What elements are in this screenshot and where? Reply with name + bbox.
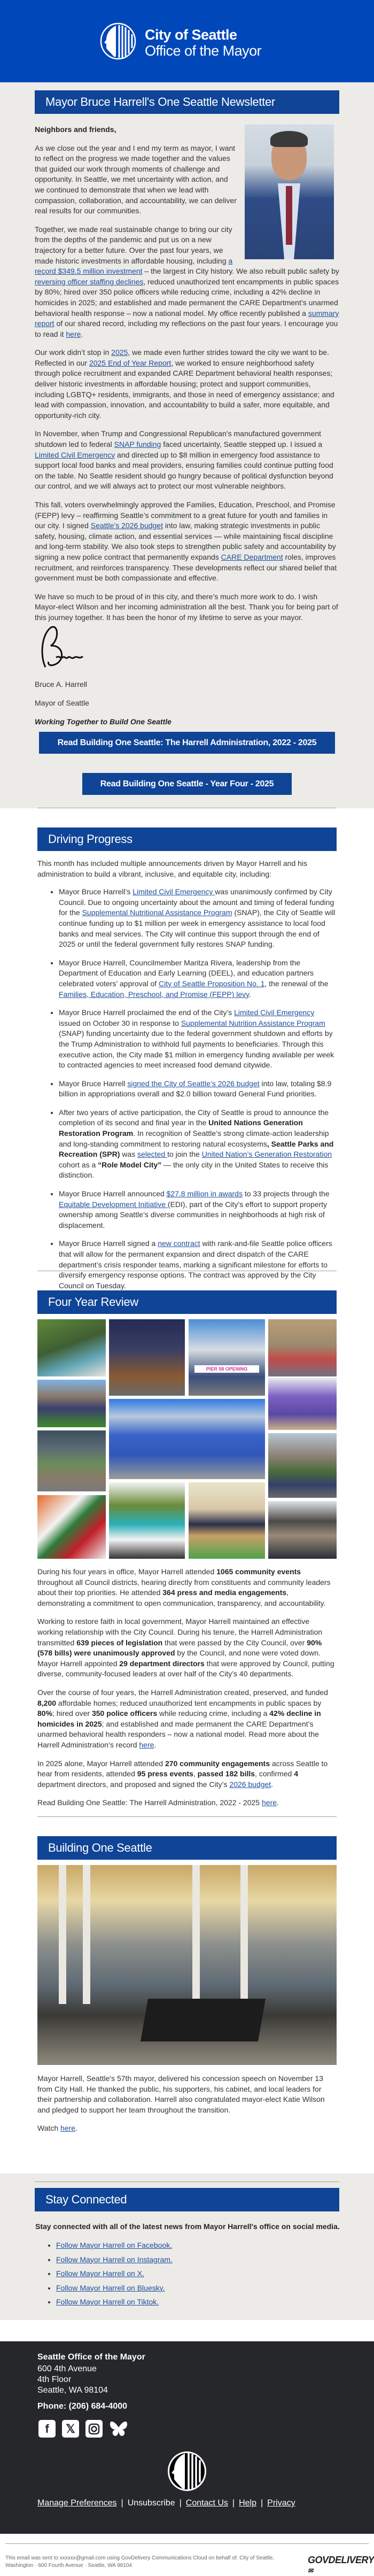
inline-link[interactable]: , the renewal of the [264, 979, 329, 988]
collage-photo [268, 1433, 337, 1498]
inline-link[interactable]: into law, making strategic investments in public safety, housing, climate action, and essential services — while maintaining fiscal discipline and long-term stability. We also took steps to strengthen public safety and accountability by signing a new police contract that permanently expands [35, 521, 336, 561]
bold-text: 350 police officers [91, 1709, 158, 1718]
footer [0, 2341, 374, 2534]
govdelivery-wordmark: GOVDELIVERY [308, 2555, 374, 2565]
building-one-seattle-text [37, 2074, 337, 2142]
inline-link[interactable]: , confirmed [255, 1769, 294, 1778]
inline-link[interactable]: City of Seattle Proposition No. 1 [159, 979, 265, 988]
help-link[interactable]: Help [239, 2498, 256, 2508]
tagline: Working Together to Build One Seattle [35, 717, 172, 726]
list-item [59, 887, 337, 950]
inline-link[interactable]: Mayor Bruce Harrell proclaimed the end of the City’s [59, 1008, 235, 1017]
follow-bluesky-link[interactable]: Follow Mayor Harrell on Bluesky. [56, 2283, 165, 2292]
inline-link[interactable]: new contract [158, 1239, 200, 1248]
stay-connected-heading: Stay Connected [35, 2188, 339, 2211]
bold-text: “Role Model City” [98, 1160, 162, 1169]
inline-link[interactable]: Mayor Bruce Harrell, Councilmember Maritza Rivera, leadership from the Department of Education and Early Learning (DEEL), and education partners celebrated voters’ approval of [59, 958, 314, 988]
building-one-seattle-heading: Building One Seattle [37, 1836, 337, 1860]
letter-greeting: Neighbors and friends, [35, 125, 116, 134]
inline-link[interactable]: . [75, 2124, 77, 2133]
separator: | [232, 2498, 235, 2508]
inline-link[interactable]: with rank-and-file Seattle police officers that will allow for the permanent expansion and direct dispatch of the CARE department’s crisis responder teams, marking a significant milestone for efforts to diversify emergency response options. The contract was approved by the City Council on Tuesday. [59, 1239, 332, 1290]
bluesky-icon[interactable] [109, 2420, 128, 2441]
inline-link[interactable]: SNAP funding [114, 440, 161, 449]
inline-link[interactable]: Mayor Bruce Harrell signed a [59, 1239, 158, 1248]
watch-paragraph [37, 2123, 337, 2134]
collage-photo [268, 1319, 337, 1376]
signer-name: Bruce A. Harrell [35, 680, 88, 689]
envelope-icon: ✉ [308, 2566, 313, 2574]
inline-link[interactable]: department directors, and proposed and signed the City’s [37, 1780, 230, 1789]
inline-link[interactable]: Working to restore faith in local government, Mayor Harrell maintained an effective working relationship with the City Council. During his tenure, the Harrell Administration transmitted [37, 1617, 323, 1647]
inline-link[interactable]: into law, totaling $8.9 billion in appropriations overall and $2.0 billion toward General Fund priorities. [59, 1079, 332, 1099]
driving-progress-section [37, 858, 337, 1299]
inline-link[interactable]: (EDI), part of the City’s effort to support property ownership among Seattle’s diverse communities in neighborhoods at high risk of displacement. [59, 1200, 328, 1229]
inline-link[interactable]: across Seattle to hear from residents, attended [37, 1759, 328, 1778]
bold-text: passed 182 bills [197, 1769, 255, 1778]
collage-photo [189, 1319, 265, 1396]
inline-link[interactable]: 2025 End of Year Report [89, 358, 172, 367]
inline-link[interactable]: reversing officer staffing declines [35, 277, 144, 286]
list-item [59, 958, 337, 1000]
inline-link[interactable]: was [120, 1150, 138, 1159]
letter-paragraph [35, 347, 339, 421]
driving-progress-heading: Driving Progress [37, 827, 337, 851]
inline-link[interactable]: Mayor Bruce Harrell announced [59, 1189, 167, 1198]
inline-link[interactable]: CARE Department [221, 552, 283, 561]
bold-text: 1065 community events [216, 1567, 301, 1576]
inline-link[interactable]: Watch [37, 2124, 61, 2133]
collage-photo [268, 1378, 337, 1430]
footer-address [37, 2364, 108, 2396]
collage-photo [189, 1482, 265, 1559]
list-item [59, 1079, 337, 1100]
inline-link[interactable]: , we worked to ensure neighborhood safety through police recruitment and expanded CARE Department behavioral health responses; deliver historic investments in affordable housing; protect and support communities, including LGBTQ+ residents, immigrants, and those in need of emergency assistance; and lead with compassion, innovation, and accountability to build a safer, more equitable, and opportunity-rich city. [35, 358, 334, 420]
collage-photo [37, 1380, 106, 1427]
inline-link[interactable]: – the largest in City history. We also rebuilt public safety by [142, 267, 339, 276]
inline-link[interactable]: $27.8 million in awards [166, 1189, 243, 1198]
email-disclaimer: This email was sent to xxxxxx@gmail.com using GovDelivery Communications Cloud on behalf of: City of Seattle, Washington · 600 Fourth Avenue · Seattle, WA 98104 [5, 2555, 275, 2569]
inline-link[interactable]: . [277, 1798, 279, 1807]
inline-link[interactable]: Seattle’s 2026 budget [90, 521, 163, 530]
inline-link[interactable]: Limited Civil Emergency [234, 1008, 315, 1017]
inline-link[interactable]: that were approved by Council, putting diverse, community-focused leaders at over half of the City’s 40 departments. [37, 1659, 334, 1678]
bold-text: 4 [294, 1769, 298, 1778]
inline-link[interactable]: affordable homes; reduced unauthorized tent encampments in public spaces by [56, 1698, 322, 1707]
inline-link[interactable]: signed the City of Seattle’s 2026 budget [127, 1079, 260, 1088]
review-paragraph [37, 1567, 337, 1608]
bold-text: 29 department directors [119, 1659, 205, 1668]
address-line: Seattle, WA 98104 [37, 2386, 108, 2395]
inline-link[interactable]: , reduced unauthorized tent encampments in public spaces by 80%; hired over 350 police officers while reducing crime, including a 42% decline in homicides in 2025; and established and made permanent the CARE Department’s unarmed behavioral health response – now a national model. My office recently published a [35, 277, 339, 318]
facebook-icon[interactable]: f [38, 2420, 56, 2438]
list-item [59, 1239, 337, 1291]
inline-link[interactable]: roles, improves recruitment, and reinforces transparency. These developments reflect our shared belief that government must be both compassionate and effective. [35, 552, 337, 583]
inline-link[interactable]: . [249, 989, 251, 999]
follow-x-link[interactable]: Follow Mayor Harrell on X. [56, 2269, 144, 2278]
manage-preferences-link[interactable]: Manage Preferences [37, 2498, 117, 2508]
read-admin-report-button[interactable]: Read Building One Seattle: The Harrell Administration, 2022 - 2025 [39, 732, 335, 754]
city-hall-speech-photo [37, 1865, 337, 2065]
inline-link[interactable]: We have so much to be proud of in this city, and there’s much more work to do. I wish Mayor-elect Wilson and her incoming administration all the best. Thank you for being part of this journey together. It has been the honor of my lifetime to serve as your mayor. [35, 592, 338, 622]
privacy-link[interactable]: Privacy [267, 2498, 295, 2508]
inline-link[interactable]: of our shared record, including my reflections on the past four years. I encourage you to read it [35, 319, 338, 338]
inline-link[interactable]: As we close out the year and I end my term as mayor, I want to reflect on the progress we made together and the values that guided our work through moments of challenge and opportunity. In Seattle, we met uncertainty with action, and we continued to demonstrate that when we lead with compassion, collaboration, and accountability, we can deliver real results for our communities. [35, 143, 237, 215]
address-line: 4th Floor [37, 2375, 72, 2384]
signer-title: Mayor of Seattle [35, 699, 89, 707]
inline-link[interactable]: here [262, 1798, 277, 1807]
four-year-review-text [37, 1567, 337, 1816]
header-banner [0, 0, 374, 82]
bold-text: 80% [37, 1709, 53, 1718]
bold-text: , Seattle Parks and Recreation (SPR) [59, 1139, 334, 1159]
inline-link[interactable]: by the Council, and none were voted down. Mayor Harrell appointed [37, 1649, 321, 1668]
inline-link[interactable]: , [193, 1769, 198, 1778]
inline-link[interactable]: cohort as a [59, 1160, 98, 1169]
inline-link[interactable]: In 2025 alone, Mayor Harrell attended [37, 1759, 165, 1768]
inline-link[interactable]: 2026 budget [229, 1780, 271, 1789]
pier-58-banner-text: PIER 58 OPENING [194, 1365, 259, 1373]
unsubscribe-link[interactable]: Unsubscribe [127, 2498, 175, 2508]
footer-social-icons [38, 2420, 128, 2441]
inline-link[interactable]: that were passed by the City Council, over [162, 1638, 307, 1647]
collage-photo [109, 1399, 265, 1479]
inline-link[interactable]: selected [137, 1150, 168, 1159]
bold-text: 270 community engagements [165, 1759, 270, 1768]
bold-text: 639 pieces of legislation [76, 1638, 163, 1647]
letter-paragraph [35, 592, 339, 623]
announcement-list [59, 887, 337, 1291]
separator: | [260, 2498, 263, 2508]
inline-link[interactable]: Mayor Harrell, Seattle's 57th mayor, delivered his concession speech on November 13 from City Hall. He thanked the public, his supporters, his cabinet, and local leaders for their partnership and collaboration. Harrell also congratulated mayor-elect Katie Wilson and pledged to support her team throughout the transition. [37, 2074, 325, 2114]
collage-photo [109, 1319, 185, 1396]
inline-link[interactable]: Limited Civil Emergency [133, 887, 215, 896]
inline-link[interactable]: here [66, 329, 81, 338]
inline-link[interactable]: was unanimously confirmed by City Council. Due to ongoing uncertainty about the amount and timing of federal funding for the [59, 887, 334, 917]
review-paragraph [37, 1616, 337, 1680]
bold-text: 8,200 [37, 1698, 57, 1707]
inline-link[interactable]: summary report [35, 308, 339, 328]
bold-text: 42% decline in homicides in 2025 [37, 1709, 321, 1728]
mayor-portrait-photo [245, 125, 334, 259]
newsletter-title: Mayor Bruce Harrell's One Seattle Newsletter [35, 90, 339, 114]
follow-instagram-link[interactable]: Follow Mayor Harrell on Instagram. [56, 2255, 173, 2264]
four-year-review-heading: Four Year Review [37, 1290, 337, 1314]
review-paragraph [37, 1688, 337, 1751]
inline-link[interactable]: After two years of active participation, the City of Seattle is proud to announce the completion of its second and final year in the [59, 1108, 329, 1127]
inline-link[interactable]: , we made even further strides toward the city we want to be. Reflected in our [35, 348, 329, 367]
inline-link[interactable]: Supplemental Nutrition Assistance Program [181, 1018, 325, 1027]
inline-link[interactable]: . In recognition of Seattle’s strong climate-action leadership and long-standing commitment to restoring natural ecosystems [59, 1129, 329, 1148]
list-item [59, 1189, 337, 1231]
follow-facebook-link[interactable]: Follow Mayor Harrell on Facebook. [56, 2241, 173, 2249]
inline-link[interactable]: Supplemental Nutritional Assistance Program [82, 908, 232, 917]
follow-tiktok-link[interactable]: Follow Mayor Harrell on Tiktok. [56, 2297, 159, 2307]
inline-link[interactable]: In November, when Trump and Congressional Republican’s manufactured government shutdown led to federal [35, 429, 321, 449]
footer-links [37, 2498, 295, 2509]
inline-link[interactable]: Together, we made real sustainable change to bring our city from the depths of the pandemic and put us on a new trajectory for a better future. Over the past four years, we made historic investments in affordable housing, including [35, 225, 232, 265]
seattle-seal-footer-logo [167, 2450, 207, 2492]
speech-paragraph [37, 2074, 337, 2115]
inline-link[interactable]: a record $349.5 million investment [35, 256, 233, 276]
list-item [59, 1108, 337, 1181]
inline-link[interactable]: , demonstrating a commitment to open communication, transparency, and accountability. [37, 1588, 326, 1607]
inline-link[interactable]: — the only city in the United States to receive this distinction. [59, 1160, 329, 1180]
mayor-letter [35, 125, 339, 631]
inline-link[interactable]: Mayor Bruce Harrell [59, 1079, 128, 1088]
inline-link[interactable]: issued on October 30 in response to [59, 1018, 181, 1027]
letter-paragraph [35, 429, 339, 492]
header-office-name: Office of the Mayor [145, 43, 262, 59]
collage-photo [109, 1482, 185, 1559]
bold-text: 90% (578 bills) were unanimously approved [37, 1638, 322, 1658]
inline-link[interactable]: . [81, 329, 83, 338]
inline-link[interactable]: (SNAP) funding uncertainty due to the federal government shutdown and efforts by the Trump Administration to withhold full payments to beneficiaries. Through this executive action, the City made $1 million in emergency funding available per week to contracted agencies to meet increased food demand citywide. [59, 1029, 334, 1070]
govdelivery-logo [308, 2555, 374, 2576]
bold-text: 364 press and media engagements [162, 1588, 287, 1597]
divider [37, 1816, 337, 1817]
inline-link[interactable]: . [154, 1740, 157, 1749]
bold-text: United Nations Generation Restoration Program [59, 1118, 303, 1138]
inline-link[interactable]: faced uncertainty, Seattle stepped up. I issued a [161, 440, 323, 449]
instagram-icon[interactable] [85, 2420, 103, 2438]
social-links-list [56, 2240, 173, 2308]
inline-link[interactable]: 2025 [111, 348, 128, 357]
inline-link[interactable]: . [271, 1780, 274, 1789]
collage-photo [37, 1430, 106, 1491]
inline-link[interactable]: Over the course of four years, the Harrell Administration created, preserved, and funded [37, 1688, 328, 1697]
inline-link[interactable]: to join the [167, 1150, 202, 1159]
header-city-name: City of Seattle [145, 27, 237, 43]
inline-link[interactable]: to 33 projects through the [242, 1189, 330, 1198]
inline-link[interactable]: During his four years in office, Mayor Harrell attended [37, 1567, 217, 1576]
signature [35, 624, 104, 670]
inline-link[interactable]: Families, Education, Preschool, and Promise (FEPP) levy [59, 989, 250, 999]
footer-org-name: Seattle Office of the Mayor [37, 2353, 145, 2362]
inline-link[interactable]: here [139, 1740, 154, 1749]
inline-link[interactable]: This fall, voters overwhelmingly approved the Families, Education, Preschool, and Promise (FEPP) levy – reaffirming Seattle’s commitment to a great future for youth and families in our city. I signed [35, 500, 336, 530]
inline-link[interactable]: ; hired over [52, 1709, 92, 1718]
inline-link[interactable]: while reducing crime, including a [157, 1709, 270, 1718]
photo-collage [37, 1319, 337, 1559]
review-paragraph [37, 1798, 337, 1808]
read-year-four-button[interactable]: Read Building One Seattle - Year Four - 2025 [82, 773, 292, 795]
collage-photo [37, 1319, 106, 1376]
bold-text: 95 press events [137, 1769, 193, 1778]
review-paragraph [37, 1759, 337, 1790]
inline-link[interactable]: Read Building One Seattle: The Harrell Administration, 2022 - 2025 [37, 1798, 262, 1807]
signer-block [35, 679, 87, 698]
stay-connected-intro: Stay connected with all of the latest news from Mayor Harrell's office on social media. [35, 2222, 340, 2231]
inline-link[interactable]: (SNAP), the City of Seattle will continue funding up to $1 million per week in emergency assistance to local food banks and meal services. The City will continue this support through the end of 2025 or until the federal government fully restores SNAP funding. [59, 908, 336, 949]
collage-photo [268, 1501, 337, 1559]
list-item [59, 1008, 337, 1071]
inline-link[interactable]: throughout all Council districts, hearing directly from constituents and community leaders about their top priorities. He attended [37, 1577, 331, 1597]
inline-link[interactable]: Mayor Bruce Harrell’s [59, 887, 133, 896]
inline-link[interactable]: Limited Civil Emergency [35, 450, 115, 459]
inline-link[interactable]: and directed up to $8 million in emergency food assistance to support local food banks and meal providers, ensuring families could continue putting food on the table. No Seattle resident should go hungry because of political dysfunction beyond our control, and we will always act to protect our most vulnerable neighbors. [35, 450, 333, 491]
separator: | [121, 2498, 123, 2508]
footer-phone: Phone: (206) 684-4000 [37, 2402, 128, 2411]
inline-link[interactable]: Our work didn’t stop in [35, 348, 112, 357]
driving-progress-intro: This month has included multiple announcements driven by Mayor Harrell and his administration to build a vibrant, inclusive, and equitable city, including: [37, 859, 308, 878]
letter-paragraph [35, 500, 339, 584]
divider [5, 2543, 369, 2544]
inline-link[interactable]: United Nation’s Generation Restoration [201, 1150, 332, 1159]
contact-us-link[interactable]: Contact Us [185, 2498, 228, 2508]
inline-link[interactable]: ; and established and made permanent the CARE Department’s unarmed behavioral health responders – now a national model. Read more about the Harrell Administration’s record [37, 1719, 319, 1749]
inline-link[interactable]: here [60, 2124, 76, 2133]
inline-link[interactable]: Equitable Development Initiative [59, 1200, 168, 1209]
collage-photo [37, 1495, 106, 1559]
x-icon[interactable]: 𝕏 [62, 2420, 79, 2438]
address-line: 600 4th Avenue [37, 2364, 97, 2373]
seattle-seal-logo [100, 22, 136, 60]
separator: | [179, 2498, 182, 2508]
